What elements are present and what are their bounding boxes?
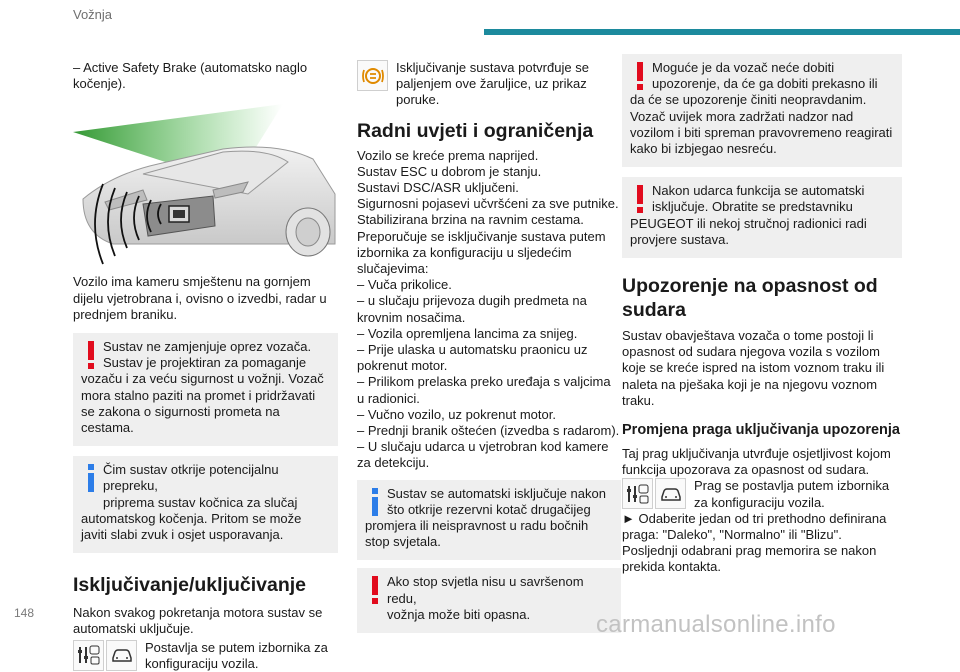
threshold-options-text: ► Odaberite jedan od tri prethodno definirana praga: "Daleko", "Normalno" ili "Blizu". [622, 510, 887, 543]
list-item: – Vozila opremljena lancima za snijeg. [357, 325, 578, 341]
car-icon [655, 478, 686, 509]
threshold-text: Taj prag uključivanja utvrđuje osjetljivost kojom funkcija upozorava za opasnost od sudara. [622, 446, 891, 478]
info-box-2: Sustav se automatski isključuje nakon što otkrije rezervni kotač drugačijeg promjera ili neispravnost u radu bočnih stop svjetala. [357, 480, 621, 561]
list-item: – Prilikom prelaska preko uređaja s valjcima u radionici. [357, 374, 611, 406]
info-icon [369, 488, 381, 518]
intro-text: – Active Safety Brake (automatsko naglo kočenje). [73, 60, 308, 92]
warning-box-2: Ako stop svjetla nisu u savršenom redu, vožnja može biti opasna. [357, 568, 621, 633]
list-item: – U slučaju udarca u vjetrobran kod kamere za detekciju. [357, 439, 609, 471]
page-number: 148 [14, 606, 35, 620]
heading-collision-warning: Upozorenje na opasnost od sudara [622, 275, 878, 322]
config-menu-text: Postavlja se putem izbornika za konfiguraciju vozila. [145, 639, 328, 671]
settings-menu-icon [73, 640, 104, 671]
conditions-list [357, 148, 621, 472]
list-item: – u slučaju prijevoza dugih predmeta na krovnim nosačima. [357, 293, 587, 325]
heading-enable-disable: Isključivanje/uključivanje [73, 574, 307, 597]
warning-exclamation-icon [369, 576, 381, 606]
column-2 [357, 60, 621, 633]
threshold-memory-text: Posljednji odabrani prag memorira se nakon prekida kontakta. [622, 543, 877, 575]
warning-exclamation-icon [634, 185, 646, 215]
watermark: carmanualsonline.info [596, 611, 836, 638]
info-box-1: Čim sustav otkrije potencijalnu prepreku, priprema sustav kočnica za slučaj automatskog kočenja. Pritom se može javiti slabi zvuk i osjet usporavanja. [73, 456, 338, 553]
heading-conditions: Radni uvjeti i ograničenja [357, 119, 594, 142]
list-item: Preporučuje se isključivanje sustava putem izbornika za konfiguraciju u sljedećim slučajevima: [357, 228, 606, 277]
info-icon [85, 464, 97, 494]
heading-threshold: Promjena praga uključivanja upozorenja [622, 422, 900, 439]
camera-description: Vozilo ima kameru smještenu na gornjem dijelu vjetrobrana i, ovisno o izvedbi, radar u prednjem braniku. [73, 274, 327, 322]
list-item: Vozilo se kreće prema naprijed. [357, 147, 539, 163]
config-menu-row [73, 640, 338, 672]
indicator-row [357, 60, 621, 109]
settings-menu-icon [622, 478, 653, 509]
warning-box-1: Sustav ne zamjenjuje oprez vozača. Sustav je projektiran za pomaganje vozaču i za veću sigurnost u vožnji. Vozač mora stalno paziti na promet i pridržavati se zakona o sigurnosti prometa na cestama. [73, 333, 338, 446]
warning-box-3: Moguće je da vozač neće dobiti upozorenje, da će ga dobiti prekasno ili da će se upozorenje činiti neopravdanim. Vozač uvijek mora zadržati nadzor nad vozilom i biti spreman pravovremeno reagirati kako bi izbjegao nesreću. [622, 54, 902, 167]
auto-enable-text: Nakon svakog pokretanja motora sustav se automatski uključuje. [73, 605, 323, 637]
list-item: – Prije ulaska u automatsku praonicu uz pokrenut motor. [357, 342, 588, 374]
list-item: Stabilizirana brzina na ravnim cestama. [357, 212, 584, 228]
list-item: Sustav ESC u dobrom je stanju. [357, 163, 542, 179]
warning-box-4: Nakon udarca funkcija se automatski isključuje. Obratite se predstavniku PEUGEOT ili nekoj stručnoj radionici radi provjere sustava. [622, 177, 902, 258]
car-icon [106, 640, 137, 671]
header-accent-bar [484, 29, 960, 35]
list-item: Sigurnosni pojasevi učvršćeni za sve putnike. [357, 196, 619, 212]
warning-exclamation-icon [85, 341, 97, 371]
column-1 [73, 60, 338, 672]
list-item: Sustavi DSC/ASR uključeni. [357, 180, 519, 196]
threshold-config-row [622, 478, 902, 510]
list-item: – Prednji branik oštećen (izvedba s radarom). [357, 423, 620, 439]
list-item: – Vučno vozilo, uz pokrenut motor. [357, 406, 556, 422]
section-title: Vožnja [73, 7, 113, 22]
car-camera-illustration [73, 104, 338, 264]
warning-exclamation-icon [634, 62, 646, 92]
collision-warning-text: Sustav obavještava vozača o tome postoji li opasnost od sudara njegova vozila s vozilom koje se kreće ispred na istom voznom traku ili naleta na pješaka koji je na njegovu voznom traku. [622, 328, 885, 408]
list-item: – Vuča prikolice. [357, 277, 452, 293]
threshold-config-text: Prag se postavlja putem izbornika za konfiguraciju vozila. [694, 478, 890, 510]
system-off-indicator-icon [357, 60, 388, 91]
indicator-text: Isključivanje sustava potvrđuje se paljenjem ove žaruljice, uz prikaz poruke. [396, 60, 589, 108]
column-3 [622, 54, 902, 576]
